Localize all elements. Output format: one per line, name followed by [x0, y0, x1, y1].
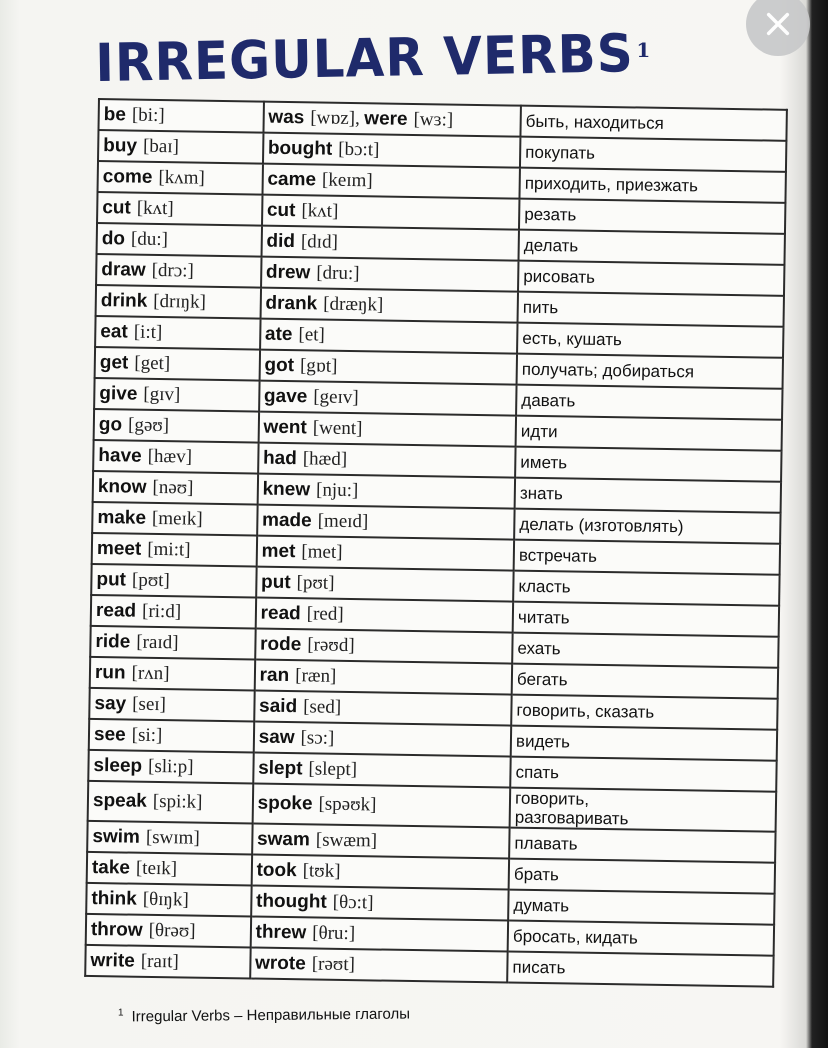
- base-form: take: [91, 856, 131, 879]
- base-form: write: [90, 949, 135, 972]
- translation: резать: [524, 204, 577, 225]
- base-form: have: [98, 444, 142, 467]
- past-transcription: [meɪd]: [317, 510, 369, 532]
- past-form-cell: [263, 133, 521, 168]
- base-form: put: [96, 568, 127, 590]
- past-form: thought: [255, 890, 327, 913]
- translation-cell: [516, 416, 782, 451]
- past-form-cell: [255, 629, 513, 664]
- translation-cell: [507, 952, 773, 987]
- past-form: wrote: [254, 952, 306, 974]
- footnote-mark: 1: [117, 1007, 124, 1019]
- past-form: made: [261, 509, 312, 531]
- verbs-table-wrapper: [84, 98, 803, 988]
- past-form-cell: [254, 660, 512, 695]
- past-form-cell: [251, 886, 509, 921]
- past-form: knew: [262, 478, 311, 500]
- base-transcription: [nəʊ]: [152, 476, 194, 499]
- base-form-cell: [86, 914, 251, 948]
- base-form: do: [101, 227, 126, 249]
- base-form-cell: [90, 626, 255, 660]
- base-transcription: [raɪt]: [140, 950, 179, 972]
- base-form: swim: [92, 825, 141, 848]
- base-form-cell: [90, 657, 255, 691]
- past-form-cell: [263, 102, 521, 137]
- past-transcription: [swæm]: [315, 829, 378, 851]
- translation-cell: [514, 509, 780, 544]
- base-form-cell: [86, 883, 251, 917]
- past-transcription: [pʊt]: [296, 571, 335, 594]
- base-transcription: [drɪŋk]: [153, 290, 207, 313]
- past-form-cell: [256, 536, 514, 571]
- base-form: eat: [100, 320, 128, 342]
- past-form-alt: were: [364, 107, 408, 130]
- past-form-cell: [251, 855, 509, 890]
- translation: есть, кушать: [522, 328, 623, 349]
- translation-cell: [518, 292, 784, 327]
- base-transcription: [ri:d]: [141, 600, 182, 622]
- base-transcription: [gɪv]: [143, 383, 181, 405]
- translation-cell: [521, 106, 787, 141]
- translation: знать: [519, 483, 563, 503]
- base-form-cell: [89, 688, 254, 722]
- base-transcription: [kʌm]: [158, 166, 206, 189]
- base-transcription: [spi:k]: [152, 790, 203, 813]
- past-form: drew: [265, 261, 311, 283]
- base-form: know: [97, 475, 147, 498]
- base-form-cell: [98, 161, 263, 195]
- past-form: read: [260, 602, 301, 624]
- base-form-cell: [95, 316, 260, 350]
- base-form: come: [102, 165, 153, 188]
- past-form: did: [266, 230, 296, 252]
- past-transcription: [sed]: [303, 695, 342, 718]
- past-form: ate: [264, 323, 293, 345]
- base-transcription: [get]: [134, 352, 171, 374]
- close-button[interactable]: [746, 0, 810, 56]
- base-form: speak: [92, 790, 147, 812]
- translation-cell: [517, 354, 783, 389]
- translation-cell: [515, 447, 781, 482]
- base-form-cell: [92, 502, 257, 536]
- past-transcription: [keɪm]: [321, 169, 373, 191]
- past-form-cell: [258, 443, 516, 478]
- base-form-cell: [98, 130, 263, 164]
- translation-cell: [519, 199, 785, 234]
- base-transcription: [kʌt]: [136, 197, 174, 219]
- verbs-table-body: [85, 99, 787, 987]
- base-form-cell: [88, 781, 253, 824]
- base-transcription: [hæv]: [147, 445, 193, 468]
- base-form-cell: [91, 564, 256, 598]
- base-form: read: [95, 599, 137, 622]
- base-transcription: [i:t]: [133, 321, 163, 343]
- base-form: see: [93, 723, 126, 746]
- translation: писать: [512, 957, 566, 977]
- past-form-cell: [252, 824, 510, 859]
- past-form: put: [260, 571, 291, 593]
- base-transcription: [gəʊ]: [127, 414, 170, 436]
- base-form: run: [94, 661, 126, 684]
- past-form: took: [256, 859, 297, 881]
- translation: получать; добираться: [521, 359, 695, 381]
- translation: делать: [523, 235, 579, 256]
- footnote-text: Irregular Verbs – Неправильные глаголы: [131, 1005, 411, 1026]
- past-transcription: [θru:]: [312, 921, 356, 944]
- past-form-cell: [253, 722, 511, 757]
- past-transcription: [sɔ:]: [300, 726, 335, 749]
- base-form: sleep: [93, 754, 143, 777]
- translation: читать: [517, 607, 570, 627]
- past-form: ran: [259, 664, 290, 686]
- base-form-cell: [87, 852, 252, 886]
- past-form-cell: [259, 381, 517, 416]
- past-form-cell: [261, 226, 519, 261]
- translation: идти: [520, 421, 558, 441]
- past-form-cell: [254, 691, 512, 726]
- past-form-cell: [256, 567, 514, 602]
- past-transcription: [hæd]: [302, 447, 348, 470]
- translation: давать: [521, 390, 576, 411]
- base-form-cell: [93, 440, 258, 474]
- base-transcription: [sli:p]: [147, 755, 194, 778]
- base-form-cell: [96, 285, 261, 319]
- translation-cell: [514, 540, 780, 575]
- base-transcription: [swɪm]: [145, 826, 200, 849]
- past-form: rode: [259, 633, 302, 655]
- translation-cell: [512, 633, 778, 668]
- close-icon: [764, 10, 792, 38]
- past-transcription: [dru:]: [316, 261, 360, 284]
- past-form-cell: [250, 947, 508, 982]
- past-form: cut: [266, 199, 296, 221]
- translation: встречать: [518, 545, 598, 566]
- base-form: draw: [101, 258, 146, 281]
- past-transcription: [wɒz],: [310, 106, 360, 129]
- past-transcription: [slept]: [308, 757, 358, 780]
- base-form-cell: [91, 595, 256, 629]
- title-footnote-mark: 1: [636, 38, 651, 62]
- base-form: go: [98, 413, 123, 435]
- past-form-cell: [261, 257, 519, 292]
- translation-cell: [510, 788, 777, 832]
- translation-cell: [519, 230, 785, 265]
- translation: бегать: [516, 669, 568, 689]
- base-transcription: [baɪ]: [142, 135, 180, 157]
- translation: думать: [513, 895, 570, 915]
- translation: рисовать: [523, 266, 596, 287]
- footnote: [118, 1004, 410, 1025]
- translation-cell: [520, 137, 786, 172]
- base-form: buy: [103, 134, 138, 157]
- base-form: cut: [102, 196, 131, 219]
- past-form: got: [264, 354, 295, 376]
- base-form-cell: [92, 533, 257, 567]
- translation-line2: разговаривать: [514, 807, 629, 829]
- irregular-verbs-table: [84, 98, 788, 988]
- past-transcription: [tʊk]: [302, 859, 341, 882]
- translation: пить: [522, 297, 559, 317]
- base-transcription: [raɪd]: [136, 631, 179, 653]
- past-form: met: [261, 540, 296, 562]
- base-form: ride: [95, 630, 131, 653]
- base-form: think: [91, 887, 137, 910]
- translation-cell: [510, 757, 776, 792]
- past-transcription: [spəʊk]: [318, 793, 377, 816]
- past-form-cell: [257, 505, 515, 540]
- translation: приходить, приезжать: [524, 173, 699, 195]
- past-transcription: [gɒt]: [299, 354, 338, 377]
- past-form-cell: [252, 784, 510, 828]
- past-transcription: [nju:]: [315, 478, 359, 501]
- base-form: say: [94, 692, 127, 715]
- past-form-cell: [257, 474, 515, 509]
- translation: делать (изготовлять): [519, 514, 684, 536]
- base-transcription: [teɪk]: [135, 857, 178, 879]
- past-transcription: [red]: [306, 602, 344, 625]
- past-transcription: [rəʊt]: [311, 952, 356, 975]
- base-form-cell: [98, 99, 263, 133]
- past-transcription: [went]: [312, 416, 363, 439]
- past-form-cell: [255, 598, 513, 633]
- base-form-cell: [89, 719, 254, 753]
- base-form-cell: [85, 945, 250, 979]
- base-transcription: [θrəʊ]: [148, 919, 196, 942]
- past-form: swam: [256, 828, 311, 850]
- past-transcription: [et]: [298, 323, 325, 346]
- past-transcription: [dɪd]: [300, 230, 339, 253]
- translation: быть, находиться: [525, 111, 664, 133]
- translation: брать: [513, 864, 559, 884]
- past-transcription: [geɪv]: [313, 385, 359, 408]
- base-transcription: [rʌn]: [131, 662, 170, 684]
- translation: класть: [518, 576, 571, 596]
- base-form: drink: [100, 289, 148, 312]
- base-transcription: [θɪŋk]: [142, 888, 189, 911]
- translation: видеть: [515, 731, 571, 751]
- translation-cell: [517, 323, 783, 358]
- past-transcription: [rəʊd]: [307, 633, 355, 656]
- translation-cell: [515, 478, 781, 513]
- page-title: IRREGULAR VERBS: [94, 22, 635, 94]
- translation-cell: [509, 859, 775, 894]
- translation: ехать: [517, 638, 561, 658]
- translation-cell: [516, 385, 782, 420]
- past-transcription: [bɔ:t]: [338, 138, 380, 160]
- base-form: get: [99, 351, 129, 374]
- base-transcription: [pʊt]: [131, 569, 171, 591]
- past-transcription: [ræn]: [295, 664, 337, 687]
- translation: говорить,: [514, 788, 590, 809]
- past-transcription: [met]: [301, 540, 343, 563]
- translation: спать: [515, 762, 560, 782]
- translation-cell: [513, 602, 779, 637]
- base-form: meet: [96, 537, 142, 560]
- base-transcription: [meɪk]: [151, 507, 203, 530]
- past-form-cell: [253, 753, 511, 788]
- base-transcription: [seɪ]: [132, 693, 167, 715]
- past-form: was: [268, 106, 305, 128]
- past-form-cell: [260, 319, 518, 354]
- translation-cell: [520, 168, 786, 203]
- translation-cell: [518, 261, 784, 296]
- base-form-cell: [93, 471, 258, 505]
- translation: иметь: [520, 452, 568, 472]
- past-form-cell: [250, 917, 508, 952]
- translation: плавать: [514, 833, 578, 854]
- base-form-cell: [96, 254, 261, 288]
- past-transcription: [dræŋk]: [323, 293, 384, 316]
- past-transcription: [kʌt]: [301, 199, 339, 222]
- translation-cell: [512, 664, 778, 699]
- past-form: said: [258, 695, 298, 717]
- past-form: came: [267, 168, 317, 190]
- translation-cell: [509, 828, 775, 863]
- base-transcription: [mi:t]: [147, 538, 191, 561]
- base-form: be: [103, 103, 127, 125]
- past-form-cell: [259, 350, 517, 385]
- past-form: drank: [265, 292, 318, 314]
- base-form-cell: [88, 750, 253, 784]
- past-form: spoke: [257, 792, 313, 815]
- base-form-cell: [87, 821, 252, 855]
- base-form: make: [97, 506, 147, 529]
- translation: бросать, кидать: [512, 926, 638, 948]
- past-form: had: [262, 447, 297, 469]
- translation-cell: [508, 890, 774, 925]
- past-transcription-alt: [wɜ:]: [413, 108, 454, 131]
- base-form: throw: [90, 918, 143, 941]
- base-transcription: [drɔ:]: [151, 259, 195, 282]
- past-form: threw: [255, 921, 307, 943]
- base-form: give: [99, 382, 138, 405]
- past-form-cell: [260, 288, 518, 323]
- past-form: went: [263, 416, 307, 438]
- translation: покупать: [525, 142, 596, 163]
- base-form-cell: [95, 347, 260, 381]
- base-form-cell: [94, 409, 259, 443]
- translation-cell: [511, 726, 777, 761]
- title-block: [94, 22, 651, 100]
- past-form-cell: [262, 164, 520, 199]
- base-transcription: [si:]: [131, 724, 163, 746]
- past-transcription: [θɔ:t]: [332, 891, 374, 913]
- past-form: slept: [258, 757, 303, 779]
- translation-cell: [513, 571, 779, 606]
- past-form: gave: [263, 385, 308, 407]
- translation-cell: [508, 921, 774, 956]
- base-transcription: [du:]: [130, 228, 169, 250]
- base-transcription: [bi:]: [131, 104, 165, 126]
- past-form: saw: [258, 726, 295, 748]
- base-form-cell: [97, 192, 262, 226]
- base-form-cell: [97, 223, 262, 257]
- past-form-cell: [258, 412, 516, 447]
- translation-cell: [511, 695, 777, 730]
- translation: говорить, сказать: [516, 700, 655, 722]
- past-form-cell: [262, 195, 520, 230]
- base-form-cell: [94, 378, 259, 412]
- past-form: bought: [267, 137, 333, 160]
